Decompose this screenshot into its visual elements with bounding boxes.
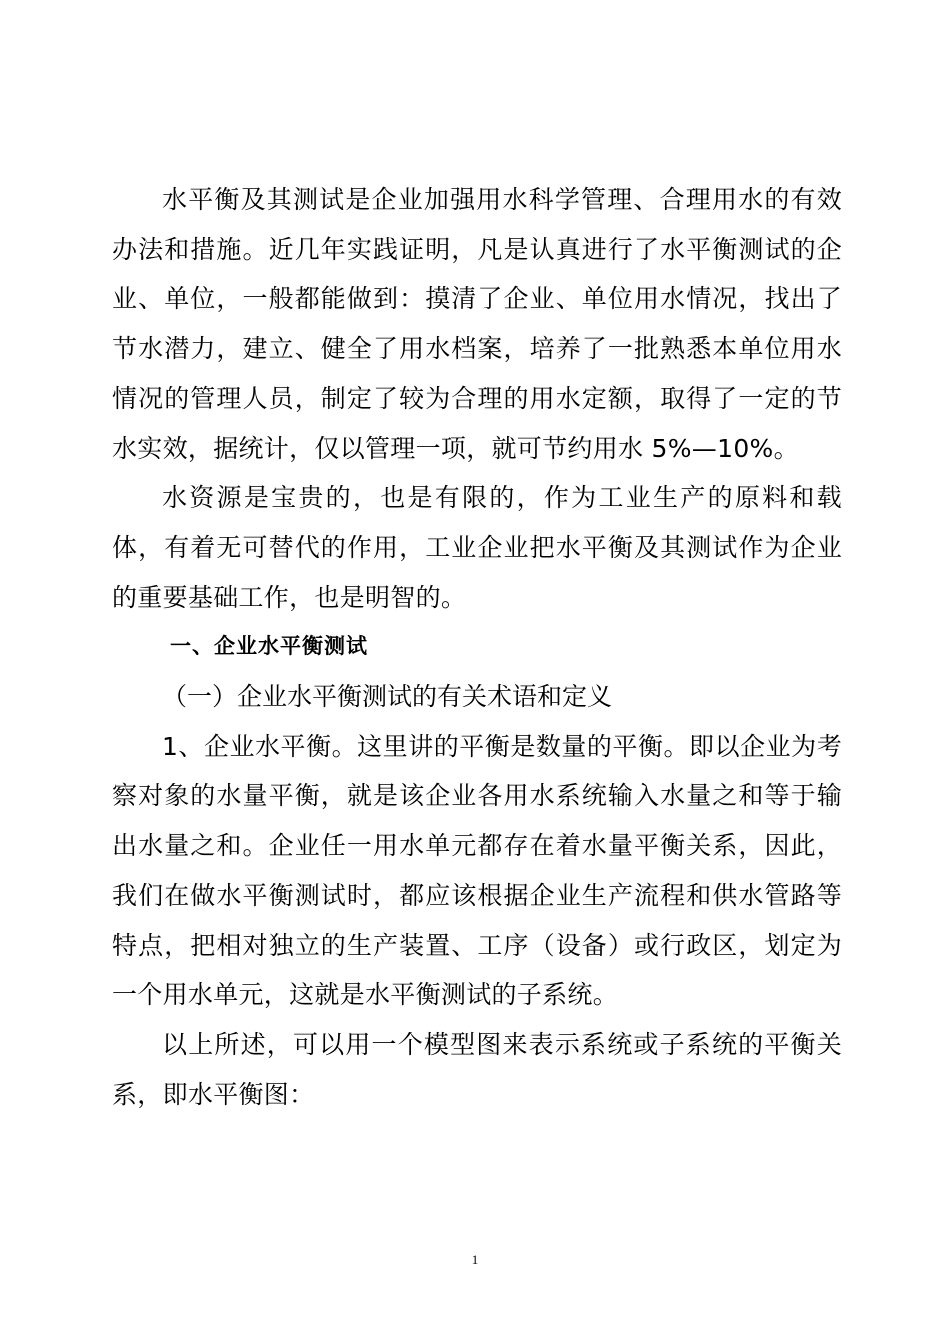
section-heading: 一、企业水平衡测试 bbox=[170, 634, 368, 659]
document-body bbox=[112, 175, 842, 1119]
paragraph-intro: 水平衡及其测试是企业加强用水科学管理、合理用水的有效办法和措施。近几年实践证明，凡是认真进行了水平衡测试的企业、单位，一般都能做到：摸清了企业、单位用水情况，找出了节水潜力，建立、健全了用水档案，培养了一批熟悉本单位用水情况的管理人员，制定了较为合理的用水定额，取得了一定的节水实效，据统计，仅以管理一项，就可节约用水 5%—10%。 bbox=[112, 185, 842, 463]
paragraph-definition: 1、企业水平衡。这里讲的平衡是数量的平衡。即以企业为考察对象的水量平衡，就是该企业各用水系统输入水量之和等于输出水量之和。企业任一用水单元都存在着水量平衡关系，因此，我们在做水平衡测试时，都应该根据企业生产流程和供水管路等特点，把相对独立的生产装置、工序（设备）或行政区，划定为一个用水单元，这就是水平衡测试的子系统。 bbox=[112, 731, 842, 1010]
paragraph-model-diagram: 以上所述，可以用一个模型图来表示系统或子系统的平衡关系，即水平衡图： bbox=[112, 1029, 842, 1109]
subsection-heading: （一）企业水平衡测试的有关术语和定义 bbox=[162, 682, 613, 712]
page-number: 1 bbox=[471, 1252, 479, 1267]
paragraph-water-resources: 水资源是宝贵的，也是有限的，作为工业生产的原料和载体，有着无可替代的作用，工业企业把水平衡及其测试作为企业的重要基础工作，也是明智的。 bbox=[112, 483, 842, 612]
